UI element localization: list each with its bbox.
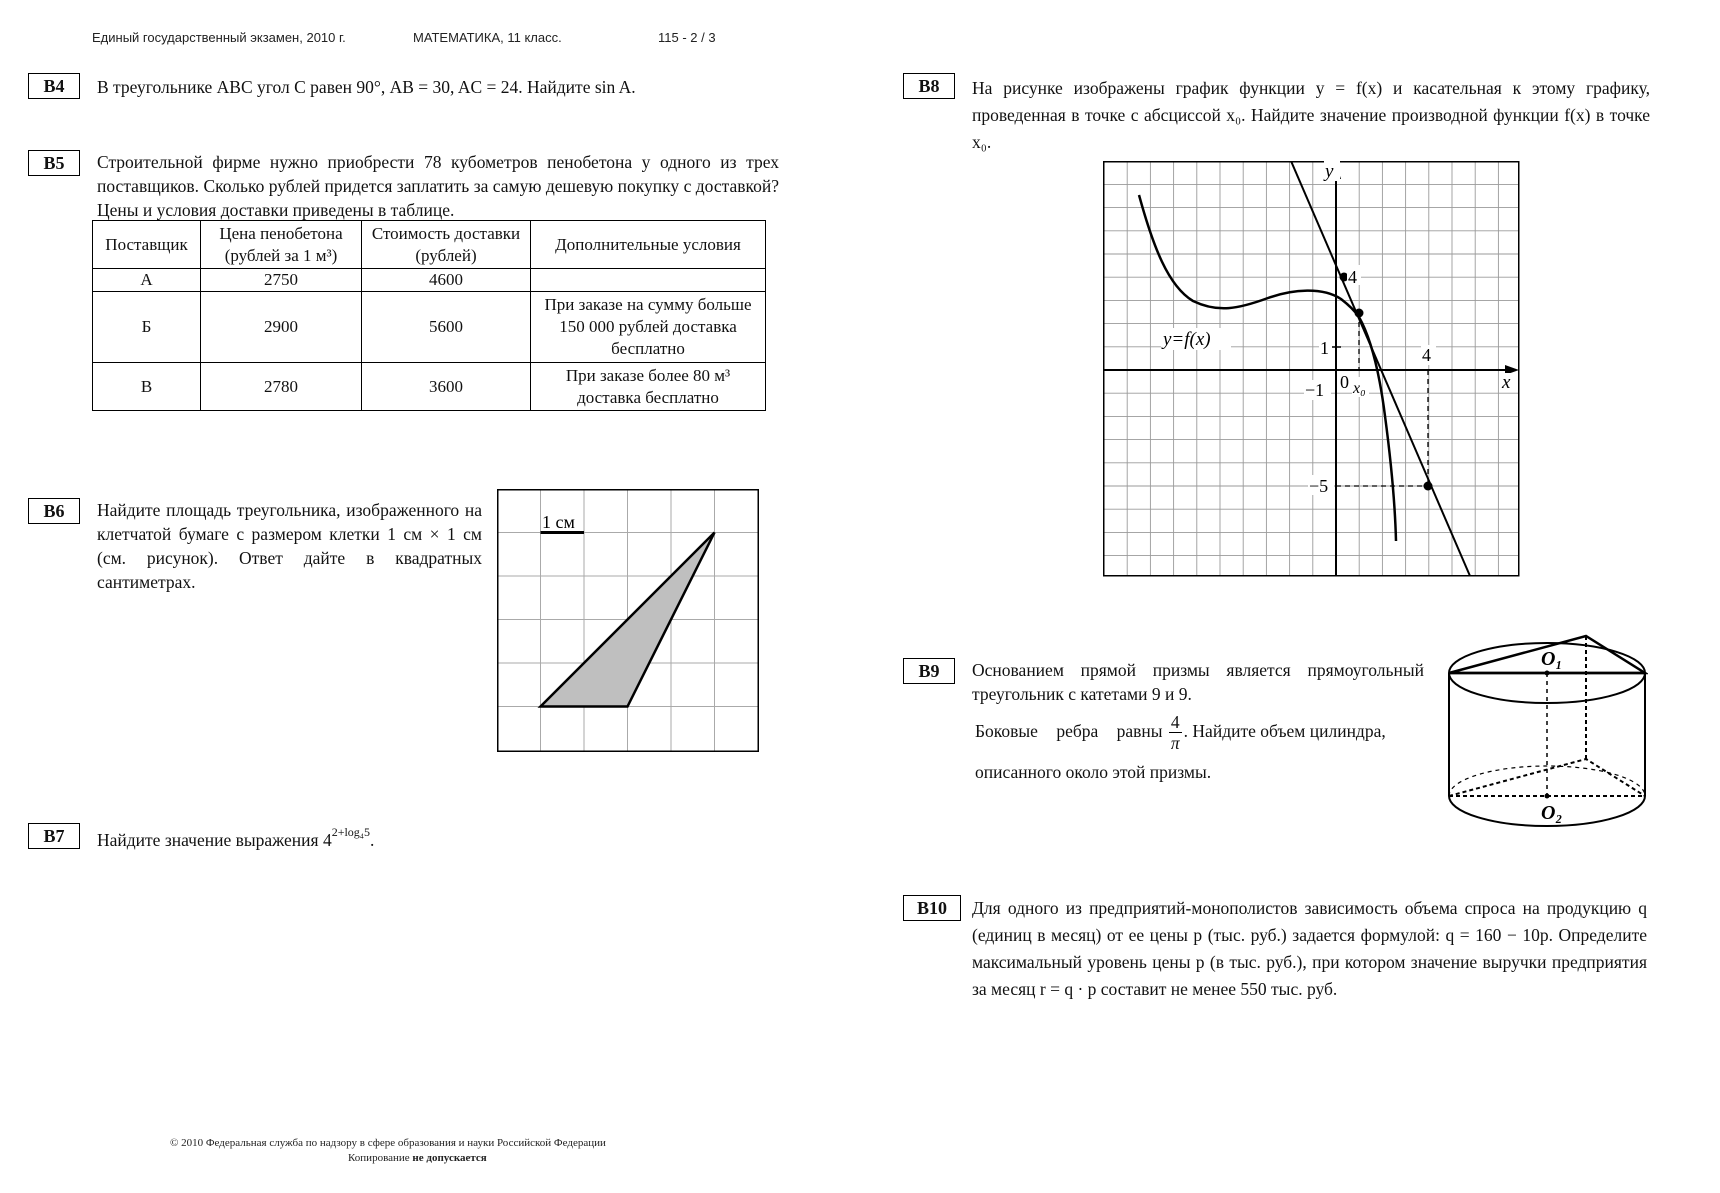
table-cell: Б (93, 292, 201, 363)
label-x0: x₀ (1353, 380, 1366, 397)
table-cell: 2900 (201, 292, 362, 363)
label-minus5: −5 (1309, 476, 1329, 496)
table-cell: 2750 (201, 269, 362, 292)
point-4-minus5 (1424, 482, 1433, 491)
task-b7-text (97, 823, 374, 853)
label-minus1: −1 (1305, 380, 1325, 400)
table-header: Поставщик (93, 221, 201, 269)
label-4-right: 4 (1422, 345, 1431, 365)
label-1: 1 (1320, 338, 1329, 358)
tangent-line (1291, 161, 1470, 576)
tangency-point (1355, 309, 1364, 318)
table-row (93, 363, 766, 411)
table-cell: 4600 (362, 269, 531, 292)
task-tag-b6: B6 (28, 498, 80, 524)
b6-grid-figure (497, 489, 759, 752)
task-b8-text: На рисунке изображены график функции y = f(x) и касательная к этому графику, проведенная в точке с абсциссой x₀. Найдите значение производной функции f(x) в точке x₀. (972, 78, 1650, 152)
task-tag-b10: B10 (903, 895, 961, 921)
b7-base: 4 (322, 829, 332, 850)
label-0: 0 (1340, 372, 1349, 392)
function-label: y=f(x) (1163, 329, 1211, 350)
y-axis-label: y (1325, 161, 1334, 182)
scale-label: 1 см (542, 512, 575, 532)
x-axis-label: x (1502, 372, 1511, 393)
label-4-top: 4 (1348, 267, 1357, 287)
fraction-numerator: 4 (1170, 712, 1180, 733)
graph-grid (1103, 161, 1519, 576)
task-tag-b7: B7 (28, 823, 80, 849)
task-b9-text-b-wrap (975, 712, 1427, 791)
table-row (93, 292, 766, 363)
task-b6-text: Найдите площадь треугольника, изображенного на клетчатой бумаге с размером клетки 1 см × 1 см (см. рисунок). Ответ дайте в квадратных сантиметрах. (97, 500, 482, 592)
table-cell: 5600 (362, 292, 531, 363)
table-cell: В (93, 363, 201, 411)
task-tag-b5: B5 (28, 150, 80, 176)
label-o2: O₂ (1541, 802, 1563, 824)
fraction-4-pi (1169, 712, 1182, 753)
table-cell (531, 269, 766, 292)
supplier-table (92, 220, 766, 411)
task-tag-b8: B8 (903, 73, 955, 99)
table-header: Цена пенобетона (рублей за 1 м³) (201, 221, 362, 269)
label-o1: O₁ (1541, 648, 1563, 670)
header-page: 115 - 2 / 3 (658, 30, 716, 45)
footer-copy-bold: не допускается (412, 1152, 487, 1164)
task-b10-text: Для одного из предприятий-монополистов зависимость объема спроса на продукцию q (единиц в месяц) от ее цены p (тыс. руб.) задается формулой: q = 160 − 10p. Определите максимальный уровень цены p (в тыс. руб.), при котором значение выручки предприятия за месяц r = q · p составит не менее 550 тыс. руб. (972, 898, 1647, 999)
task-b9-text-b: Боковые ребра равны (975, 721, 1163, 741)
table-cell: При заказе более 80 м³ доставка бесплатно (531, 363, 766, 411)
header-exam: Единый государственный экзамен, 2010 г. (92, 30, 346, 45)
table-cell: 3600 (362, 363, 531, 411)
header-subject: МАТЕМАТИКА, 11 класс. (413, 30, 562, 45)
b7-dot: . (369, 829, 375, 850)
table-header-row (93, 221, 766, 269)
fraction-denominator: π (1170, 733, 1180, 754)
b9-cylinder-figure (1446, 629, 1648, 839)
table-header: Дополнительные условия (531, 221, 766, 269)
b8-function-graph (1103, 161, 1521, 578)
task-tag-b9: B9 (903, 658, 955, 684)
b7-exponent: 2+log₄5 (331, 825, 370, 839)
function-curve (1139, 195, 1396, 541)
task-b5-text: Строительной фирме нужно приобрести 78 кубометров пенобетона у одного из трех поставщиков. Сколько рублей придется заплатить за самую дешевую покупку с доставкой? Цены и условия доставки приведены в таблице. (97, 152, 779, 220)
table-cell: 2780 (201, 363, 362, 411)
table-header: Стоимость доставки (рублей) (362, 221, 531, 269)
table-cell: При заказе на сумму больше 150 000 рублей доставка бесплатно (531, 292, 766, 363)
task-b9-text-c: . Найдите объем цилиндра, описанного около этой призмы. (975, 721, 1386, 783)
table-cell: А (93, 269, 201, 292)
footer-copy-note (348, 1152, 487, 1164)
task-b9-text-a: Основанием прямой призмы является прямоугольный треугольник с катетами 9 и 9. (972, 660, 1424, 704)
footer-copyright: © 2010 Федеральная служба по надзору в сфере образования и науки Российской Федерации (170, 1137, 606, 1149)
footer-copy-prefix: Копирование (348, 1152, 410, 1164)
b7-prompt: Найдите значение выражения (97, 829, 319, 850)
table-row (93, 269, 766, 292)
task-tag-b4: B4 (28, 73, 80, 99)
task-b4-text: В треугольнике ABC угол C равен 90°, AB = 30, AC = 24. Найдите sin A. (97, 77, 636, 97)
